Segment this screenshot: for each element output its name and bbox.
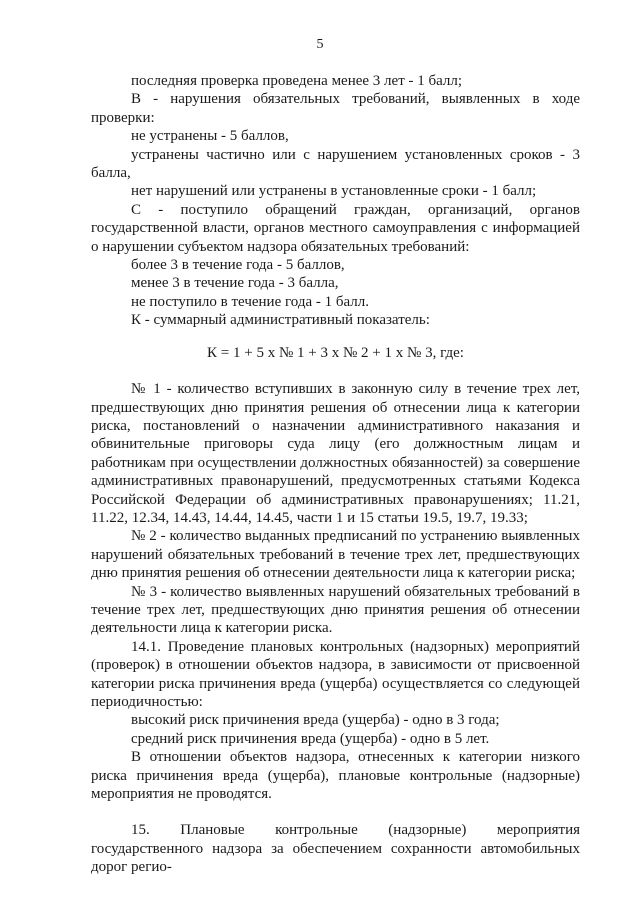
paragraph-less-than-3: менее 3 в течение года - 3 балла, — [131, 275, 339, 292]
paragraph-medium-risk: средний риск причинения вреда (ущерба) - одно в 5 лет. — [131, 730, 490, 747]
definition-n2: № 2 - количество выданных предписаний по устранению выявленных нарушений обязательных требований в течение трех лет, предшествующих дню принятия решения об отнесении деятельности лица к категории риска; — [91, 528, 580, 582]
page-number: 5 — [316, 37, 324, 52]
formula: К = 1 + 5 х № 1 + 3 х № 2 + 1 х № 3, где: — [207, 344, 464, 361]
paragraph-criterion-b: В - нарушения обязательных требований, выявленных в ходе проверки: — [91, 91, 580, 126]
definition-n1: № 1 - количество вступивших в законную силу в течение трех лет, предшествующих дню принятия решения об отнесении лица к категории риска, постановлений о назначении административного наказания и обвинительные приговоры суда лицу (его должностным лицам и работникам при осуществлении должностных обязанностей) за совершение административных правонарушений, предусмотренных статьями Кодекса Российской Федерации об административных правонарушениях; 11.21, 11.22, 12.34, 14.43, 14.44, 14.45, части 1 и 15 статьи 19.5, 19.7, 19.33; — [91, 381, 580, 526]
paragraph-not-received: не поступило в течение года - 1 балл. — [131, 293, 370, 310]
paragraph-no-violations: нет нарушений или устранены в установленные сроки - 1 балл; — [131, 183, 537, 200]
document-body — [91, 72, 580, 877]
paragraph-14-1: 14.1. Проведение плановых контрольных (надзорных) мероприятий (проверок) в отношении объектов надзора, в зависимости от присвоенной категории риска причинения вреда (ущерба) осуществляется со следующей периодичностью: — [91, 638, 580, 710]
paragraph-not-fixed: не устранены - 5 баллов, — [131, 128, 289, 145]
paragraph-partially-fixed: устранены частично или с нарушением установленных сроков - 3 балла, — [91, 146, 580, 182]
section-gap — [91, 803, 580, 821]
paragraph-criterion-c: С - поступило обращений граждан, организаций, органов государственной власти, органов местного самоуправления с информацией о нарушении субъектом надзора обязательных требований: — [91, 201, 580, 255]
paragraph-criterion-k: К - суммарный административный показатель: — [131, 312, 430, 329]
paragraph-high-risk: высокий риск причинения вреда (ущерба) - одно в 3 года; — [131, 712, 500, 729]
paragraph-section-15: 15. Плановые контрольные (надзорные) мероприятия государственного надзора за обеспечением сохранности автомобильных дорог регио- — [91, 822, 580, 876]
paragraph-more-than-3: более 3 в течение года - 5 баллов, — [131, 257, 345, 274]
definition-n3: № 3 - количество выявленных нарушений обязательных требований в течение трех лет, предшествующих дню принятия решения об отнесении деятельности лица к категории риска. — [91, 583, 580, 637]
paragraph-last-inspection: последняя проверка проведена менее 3 лет - 1 балл; — [131, 73, 463, 89]
paragraph-low-risk: В отношении объектов надзора, отнесенных к категории низкого риска причинения вреда (ущерба), плановые контрольные (надзорные) мероприятия не проводятся. — [91, 749, 580, 803]
